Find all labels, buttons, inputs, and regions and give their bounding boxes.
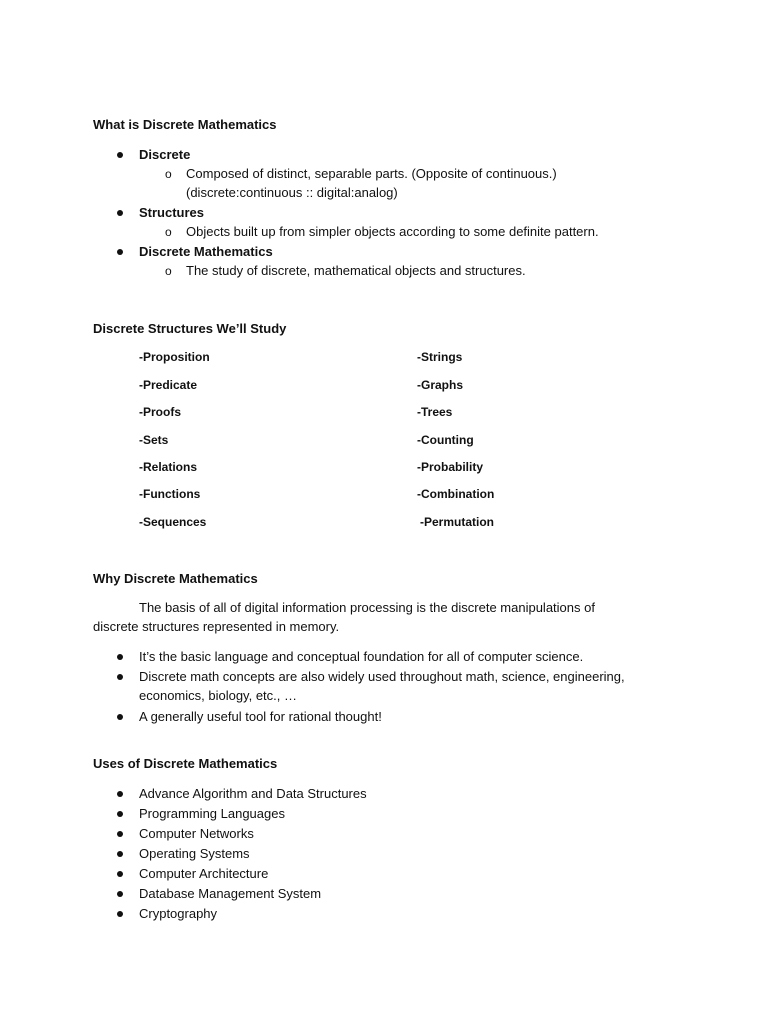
bullet-icon <box>117 714 123 720</box>
uses-item: Operating Systems <box>139 846 250 861</box>
study-item: -Graphs <box>417 378 464 392</box>
study-item: -Strings <box>417 350 463 364</box>
uses-item: Programming Languages <box>139 806 285 821</box>
sub-item: (discrete:continuous :: digital:analog) <box>186 185 398 200</box>
why-bullet: Discrete math concepts are also widely used throughout math, science, engineering, <box>139 669 625 684</box>
bullet-icon <box>117 654 123 660</box>
bullet-icon <box>117 210 123 216</box>
bullet-icon <box>117 249 123 255</box>
sub-item: Objects built up from simpler objects according to some definite pattern. <box>186 224 599 239</box>
study-item: -Sequences <box>139 515 207 529</box>
paragraph-line: discrete structures represented in memory. <box>93 619 340 634</box>
uses-item: Database Management System <box>139 886 322 901</box>
bullet-icon <box>117 851 123 857</box>
uses-item: Computer Networks <box>139 826 254 841</box>
why-bullet: It’s the basic language and conceptual foundation for all of computer science. <box>139 649 584 664</box>
bullet-icon <box>117 891 123 897</box>
term-discrete-mathematics: Discrete Mathematics <box>139 244 273 259</box>
bullet-icon <box>117 674 123 680</box>
paragraph-line: The basis of all of digital information processing is the discrete manipulations of <box>139 600 595 615</box>
section-heading-why: Why Discrete Mathematics <box>93 571 258 586</box>
study-item: -Sets <box>139 433 169 447</box>
bullet-icon <box>117 152 123 158</box>
term-discrete: Discrete <box>139 147 191 162</box>
sub-bullet-icon: o <box>165 167 172 181</box>
sub-bullet-icon: o <box>165 225 172 239</box>
study-item: -Probability <box>417 460 484 474</box>
bullet-icon <box>117 871 123 877</box>
sub-bullet-icon: o <box>165 264 172 278</box>
study-item: -Permutation <box>420 515 495 529</box>
why-bullet: A generally useful tool for rational thought! <box>139 709 382 724</box>
study-item: -Proposition <box>139 350 210 364</box>
sub-item: The study of discrete, mathematical objects and structures. <box>186 263 526 278</box>
study-item: -Combination <box>417 487 495 501</box>
study-item: -Relations <box>139 460 198 474</box>
bullet-icon <box>117 831 123 837</box>
study-item: -Proofs <box>139 405 181 419</box>
study-item: -Predicate <box>139 378 198 392</box>
study-item: -Counting <box>417 433 474 447</box>
why-bullet-continued: economics, biology, etc., … <box>139 688 297 703</box>
uses-item: Computer Architecture <box>139 866 269 881</box>
bullet-icon <box>117 791 123 797</box>
uses-item: Cryptography <box>139 906 218 921</box>
bullet-icon <box>117 811 123 817</box>
section-heading-what-is: What is Discrete Mathematics <box>93 117 277 132</box>
section-heading-uses: Uses of Discrete Mathematics <box>93 756 278 771</box>
uses-item: Advance Algorithm and Data Structures <box>139 786 367 801</box>
term-structures: Structures <box>139 205 205 220</box>
bullet-icon <box>117 911 123 917</box>
sub-item: Composed of distinct, separable parts. (Opposite of continuous.) <box>186 166 557 181</box>
study-item: -Trees <box>417 405 453 419</box>
section-heading-structures: Discrete Structures We’ll Study <box>93 321 287 336</box>
study-item: -Functions <box>139 487 201 501</box>
